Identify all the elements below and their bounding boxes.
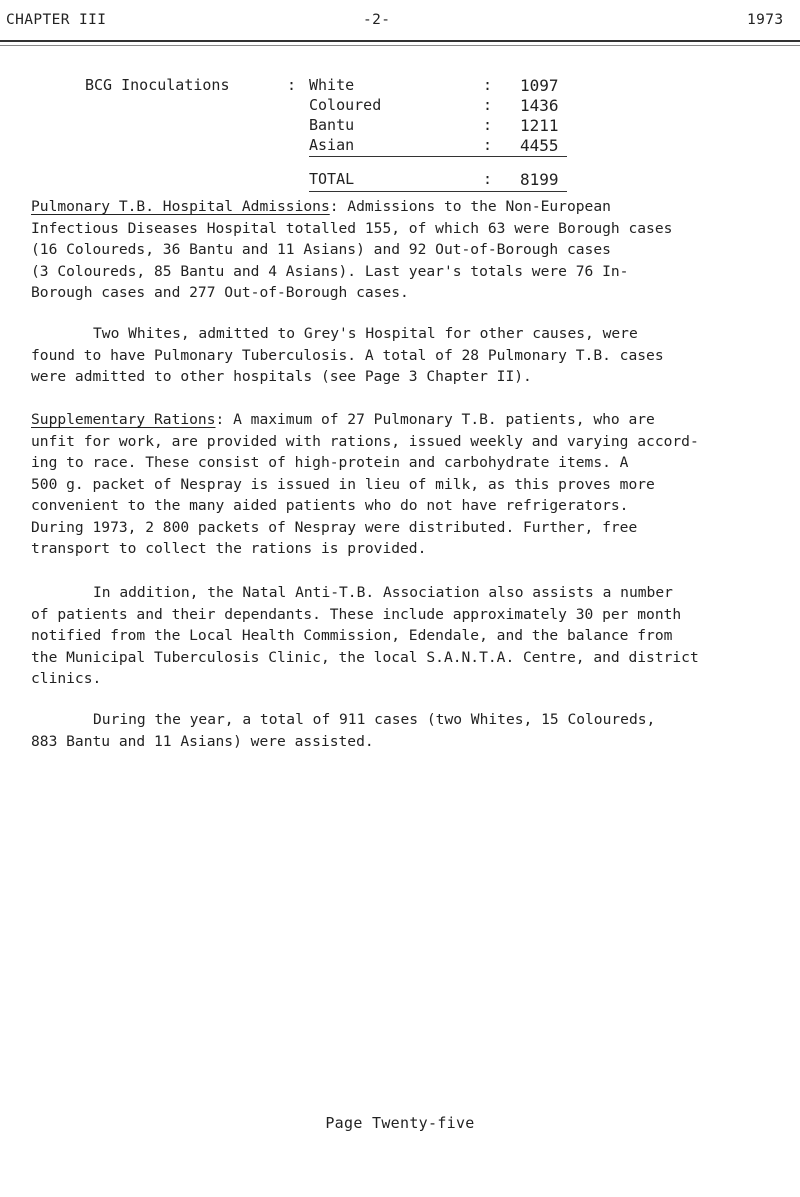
section-heading: Supplementary Rations [31, 411, 216, 428]
paragraph-line: were admitted to other hospitals (see Page 3 Chapter II). [31, 368, 532, 385]
bcg-value: 1097 [520, 76, 559, 95]
paragraph-line: ing to race. These consist of high-protein and carbohydrate items. A [31, 454, 629, 471]
paragraph-line: of patients and their dependants. These include approximately 30 per month [31, 605, 682, 623]
bcg-category: Bantu [309, 116, 355, 134]
chapter-label: CHAPTER III [6, 12, 107, 28]
page-header [0, 10, 800, 42]
paragraph-line: convenient to the many aided patients who do not have refrigerators. [31, 497, 629, 514]
bcg-colon: : [483, 170, 493, 188]
line-text: : A maximum of 27 Pulmonary T.B. patients, who are [215, 411, 655, 428]
cases-assisted-paragraph [31, 709, 796, 752]
bcg-colon: : [483, 116, 493, 134]
paragraph-line: the Municipal Tuberculosis Clinic, the local S.A.N.T.A. Centre, and district [31, 648, 699, 666]
paragraph-line: Infectious Diseases Hospital totalled 155, of which 63 were Borough cases [31, 219, 673, 237]
bcg-total-value: 8199 [520, 170, 559, 189]
paragraph-line: transport to collect the rations is provided. [31, 540, 427, 557]
paragraph-line [31, 323, 796, 345]
paragraph-line: 500 g. packet of Nespray is issued in lieu of milk, as this proves more [31, 475, 655, 493]
pulmonary-admissions-paragraph [31, 196, 796, 304]
paragraph-line: clinics. [31, 670, 102, 687]
line-text: In addition, the Natal Anti-T.B. Association also assists a number [93, 584, 673, 601]
paragraph-line: (3 Coloureds, 85 Bantu and 4 Asians). Last year's totals were 76 In- [31, 262, 629, 280]
greys-hospital-paragraph [31, 323, 796, 388]
page-number: -2- [363, 12, 391, 28]
paragraph-line [31, 709, 796, 731]
table-row [0, 136, 800, 156]
total-rule-top [309, 156, 567, 157]
header-rule [0, 45, 800, 46]
line-text: During the year, a total of 911 cases (two Whites, 15 Coloureds, [93, 711, 656, 728]
paragraph-line: found to have Pulmonary Tuberculosis. A total of 28 Pulmonary T.B. cases [31, 346, 664, 364]
bcg-value: 1211 [520, 116, 559, 135]
supplementary-rations-paragraph [31, 409, 796, 560]
paragraph-line: (16 Coloureds, 36 Bantu and 11 Asians) and 92 Out-of-Borough cases [31, 241, 611, 258]
paragraph-line: 883 Bantu and 11 Asians) were assisted. [31, 732, 374, 750]
table-row [0, 116, 800, 136]
bcg-category: Coloured [309, 96, 382, 114]
table-row [0, 96, 800, 116]
bcg-colon: : [483, 96, 493, 114]
table-row [0, 76, 800, 96]
paragraph-line: unfit for work, are provided with rations, issued weekly and varying accord- [31, 432, 699, 450]
paragraph-line: During 1973, 2 800 packets of Nespray were distributed. Further, free [31, 518, 638, 536]
bcg-label-colon: : [287, 76, 297, 94]
paragraph-line: notified from the Local Health Commission, Edendale, and the balance from [31, 627, 673, 644]
bcg-colon: : [483, 76, 493, 94]
page-footer: Page Twenty-five [325, 1114, 475, 1132]
bcg-total-label: TOTAL [309, 170, 355, 188]
paragraph-line [31, 196, 796, 218]
bcg-category: White [309, 76, 355, 94]
bcg-colon: : [483, 136, 493, 154]
bcg-value: 4455 [520, 136, 559, 155]
table-row-total [0, 170, 800, 190]
bcg-label: BCG Inoculations [85, 76, 230, 94]
line-text: : Admissions to the Non-European [329, 198, 611, 215]
bcg-value: 1436 [520, 96, 559, 115]
report-year: 1973 [747, 12, 784, 28]
paragraph-line: Borough cases and 277 Out-of-Borough cases. [31, 284, 409, 301]
paragraph-line [31, 409, 796, 431]
natal-association-paragraph [31, 582, 796, 690]
paragraph-line [31, 582, 796, 604]
line-text: Two Whites, admitted to Grey's Hospital for other causes, were [93, 325, 638, 342]
total-rule-bottom [309, 191, 567, 192]
bcg-category: Asian [309, 136, 355, 154]
section-heading: Pulmonary T.B. Hospital Admissions [31, 198, 330, 215]
